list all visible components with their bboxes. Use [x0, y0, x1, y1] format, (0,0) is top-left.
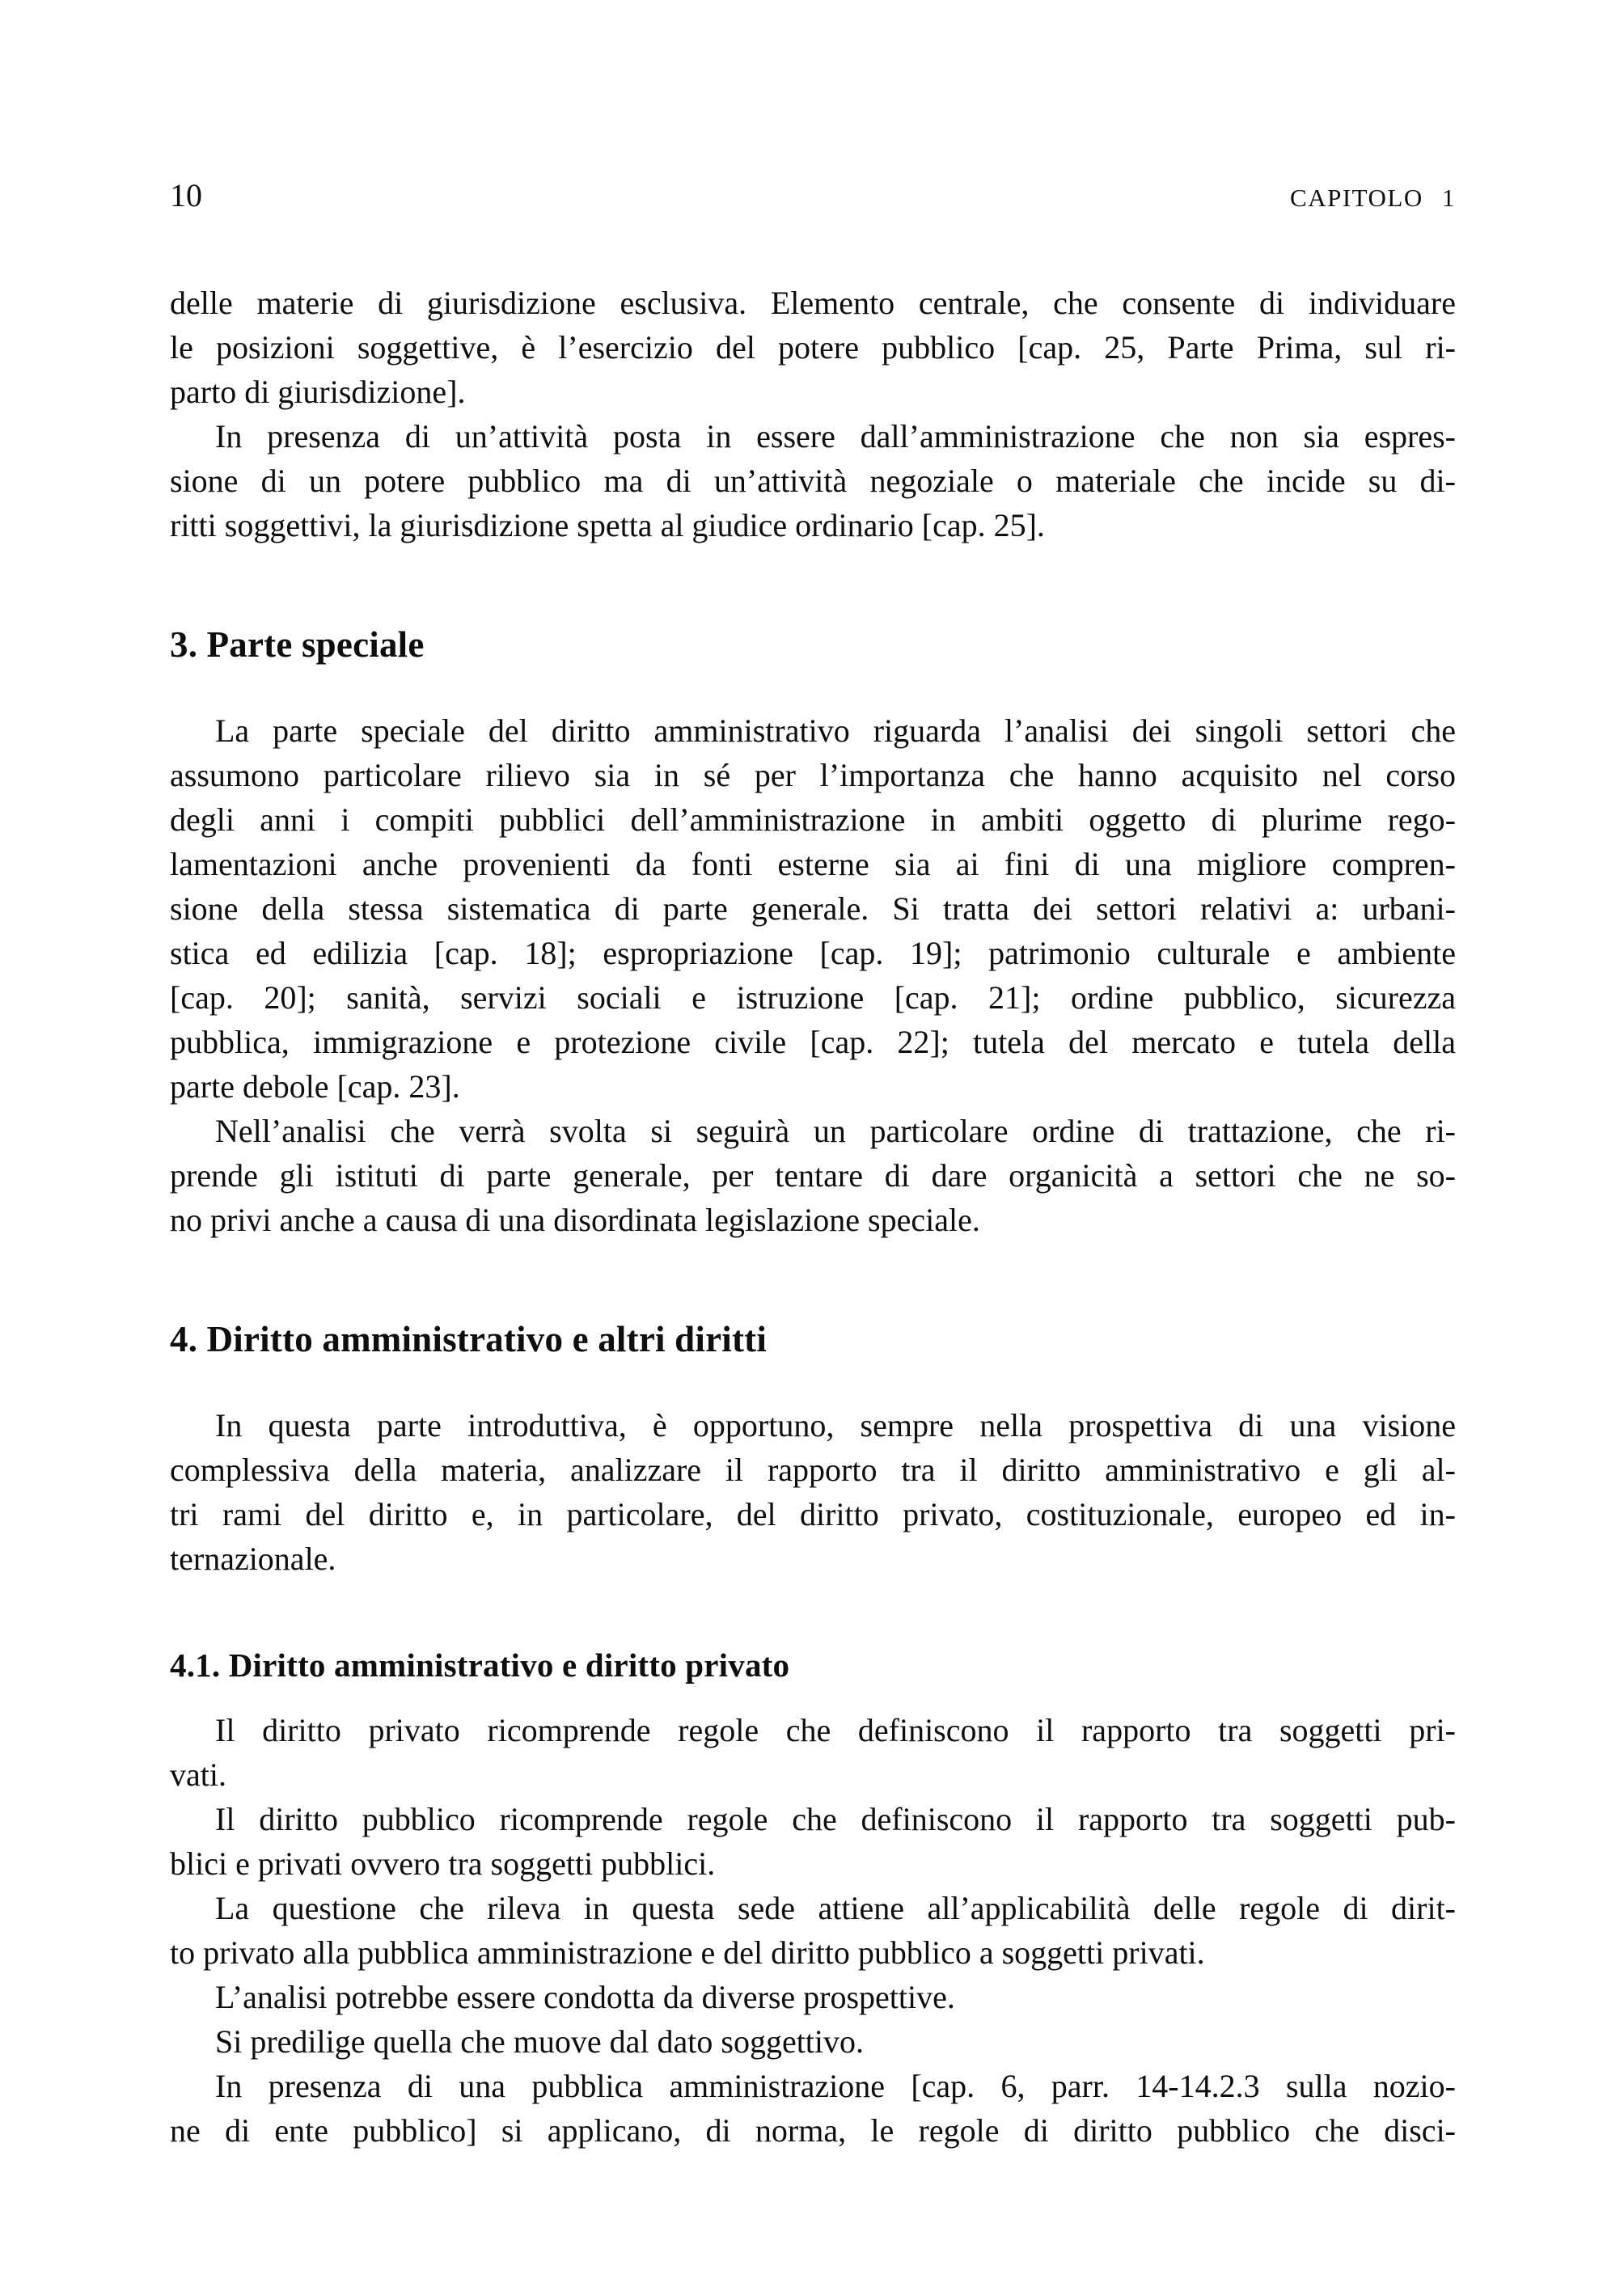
text-line: lamentazioni anche provenienti da fonti esterne sia ai fini di una migliore compren-: [170, 846, 1456, 882]
text-line: Il diritto pubblico ricomprende regole che definiscono il rapporto tra soggetti pub-: [215, 1801, 1456, 1837]
text-line: ne di ente pubblico] si applicano, di norma, le regole di diritto pubblico che disci-: [170, 2112, 1456, 2149]
page-body: [170, 281, 1456, 2153]
paragraph: [170, 1886, 1456, 1975]
text-line: no privi anche a causa di una disordinata legislazione speciale.: [170, 1202, 980, 1238]
text-line: Si predilige quella che muove dal dato soggettivo.: [215, 2023, 865, 2060]
running-head: [170, 0, 1456, 216]
paragraph: [170, 708, 1456, 1109]
text-line: ritti soggettivi, la giurisdizione spetta al giudice ordinario [cap. 25].: [170, 507, 1045, 543]
paragraph: [170, 1109, 1456, 1242]
text-line: [cap. 20]; sanità, servizi sociali e istruzione [cap. 21]; ordine pubblico, sicurezza: [170, 979, 1456, 1016]
paragraph: [170, 2064, 1456, 2153]
text-line: L’analisi potrebbe essere condotta da diverse prospettive.: [215, 1979, 955, 2015]
text-line: In presenza di un’attività posta in essere dall’amministrazione che non sia espres-: [215, 418, 1456, 454]
text-line: complessiva della materia, analizzare il rapporto tra il diritto amministrativo e gli al-: [170, 1452, 1456, 1488]
text-line: tri rami del diritto e, in particolare, del diritto privato, costituzionale, europeo ed in-: [170, 1496, 1456, 1532]
paragraph: [170, 1797, 1456, 1886]
text-line: ternazionale.: [170, 1541, 336, 1577]
paragraph: [170, 281, 1456, 414]
text-line: La parte speciale del diritto amministrativo riguarda l’analisi dei singoli settori che: [215, 712, 1456, 749]
text-line: delle materie di giurisdizione esclusiva. Elemento centrale, che consente di individuare: [170, 285, 1456, 321]
text-line: blici e privati ovvero tra soggetti pubblici.: [170, 1845, 716, 1882]
paragraph: [170, 2019, 1456, 2064]
paragraph: [170, 414, 1456, 547]
paragraph: [170, 1403, 1456, 1581]
text-line: le posizioni soggettive, è l’esercizio del potere pubblico [cap. 25, Parte Prima, sul ri-: [170, 329, 1456, 366]
text-line: degli anni i compiti pubblici dell’amministrazione in ambiti oggetto di plurime rego-: [170, 801, 1456, 838]
page-number: 10: [170, 177, 202, 213]
text-line: to privato alla pubblica amministrazione e del diritto pubblico a soggetti privati.: [170, 1934, 1205, 1971]
text-line: Nell’analisi che verrà svolta si seguirà un particolare ordine di trattazione, che ri-: [215, 1113, 1456, 1149]
text-line: pubblica, immigrazione e protezione civile [cap. 22]; tutela del mercato e tutela della: [170, 1024, 1456, 1060]
text-line: assumono particolare rilievo sia in sé per l’importanza che hanno acquisito nel corso: [170, 757, 1456, 793]
text-line: prende gli istituti di parte generale, per tentare di dare organicità a settori che ne so-: [170, 1157, 1456, 1194]
text-line: vati.: [170, 1756, 226, 1793]
paragraph: [170, 1708, 1456, 1797]
chapter-running-header: CAPITOLO 1: [1290, 184, 1456, 212]
section-heading: 3. Parte speciale: [170, 624, 425, 665]
text-line: sione della stessa sistematica di parte generale. Si tratta dei settori relativi a: urbani-: [170, 890, 1456, 927]
paragraph: [170, 1975, 1456, 2019]
text-line: sione di un potere pubblico ma di un’attività negoziale o materiale che incide su di-: [170, 463, 1456, 499]
text-line: In presenza di una pubblica amministrazione [cap. 6, parr. 14-14.2.3 sulla nozio-: [215, 2068, 1456, 2104]
text-line: La questione che rileva in questa sede attiene all’applicabilità delle regole di dirit-: [215, 1890, 1456, 1926]
text-line: parto di giurisdizione].: [170, 374, 466, 410]
text-line: In questa parte introduttiva, è opportuno, sempre nella prospettiva di una visione: [215, 1407, 1456, 1443]
subsection-heading: 4.1. Diritto amministrativo e diritto privato: [170, 1646, 790, 1684]
section-heading: 4. Diritto amministrativo e altri diritti: [170, 1319, 768, 1359]
text-line: parte debole [cap. 23].: [170, 1068, 460, 1105]
text-line: stica ed edilizia [cap. 18]; espropriazione [cap. 19]; patrimonio culturale e ambiente: [170, 935, 1456, 971]
text-line: Il diritto privato ricomprende regole che definiscono il rapporto tra soggetti pri-: [215, 1712, 1456, 1748]
